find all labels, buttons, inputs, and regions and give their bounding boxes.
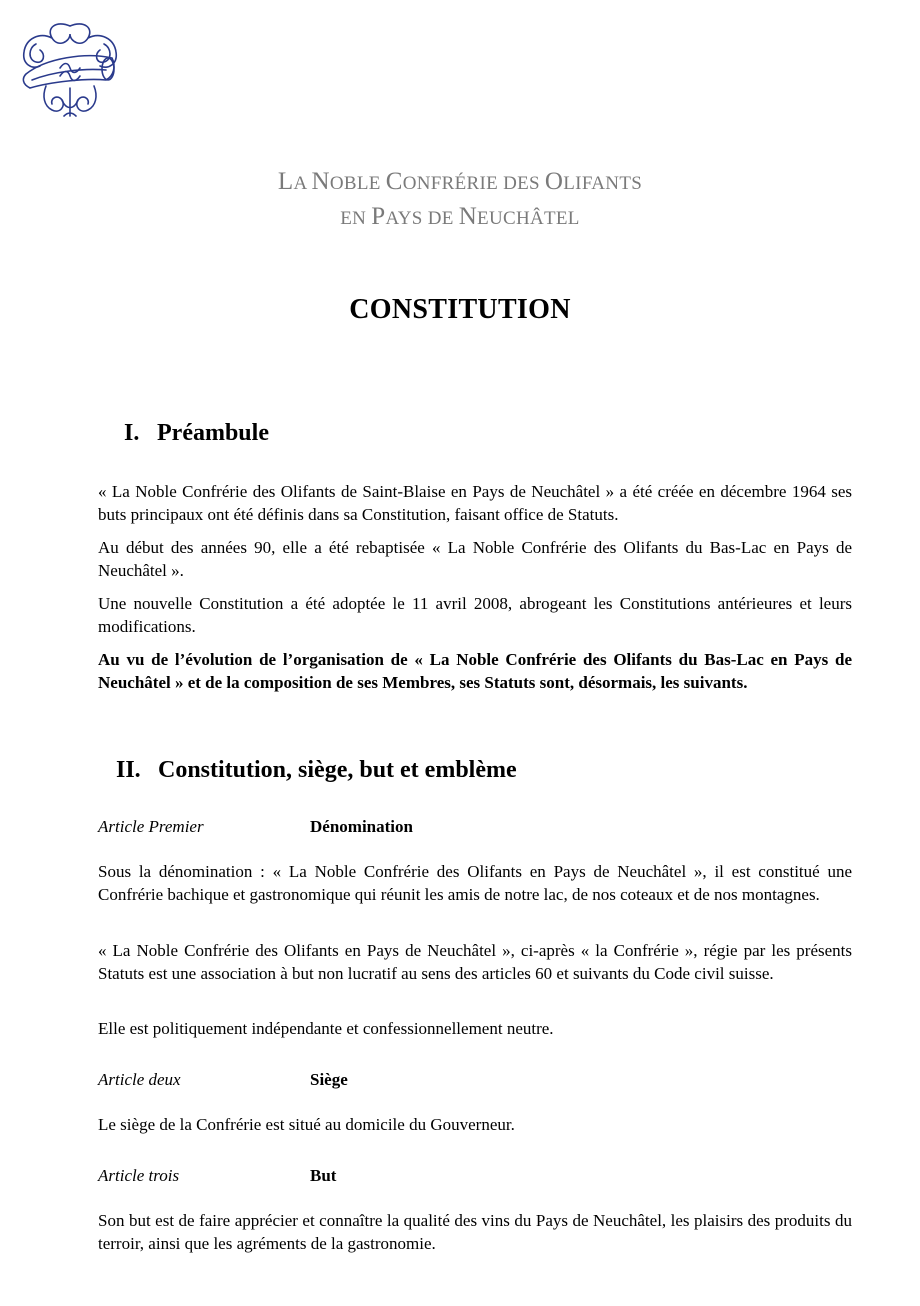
- article-title: Siège: [310, 1070, 348, 1089]
- preambule-paragraph: Une nouvelle Constitution a été adoptée le 11 avril 2008, abrogeant les Constitutions antérieures et leurs modifications.: [98, 594, 852, 636]
- article-label: Article Premier: [98, 817, 204, 836]
- org-word: LA: [277, 168, 312, 195]
- article-title: Dénomination: [310, 817, 413, 836]
- section-number: I.: [124, 420, 140, 446]
- olifant-horn-emblem-icon: [16, 18, 124, 120]
- section-title: Préambule: [157, 420, 269, 446]
- section-heading-constitution: [116, 757, 517, 784]
- article-paragraph: Son but est de faire apprécier et connaître la qualité des vins du Pays de Neuchâtel, les plaisirs des produits du terroir, ainsi que les agréments de la gastronomie.: [98, 1211, 852, 1253]
- article-heading-deux: [98, 1070, 348, 1090]
- org-word: NOBLE: [311, 168, 386, 195]
- article-heading-trois: [98, 1166, 336, 1186]
- article-paragraph: Sous la dénomination : « La Noble Confrérie des Olifants en Pays de Neuchâtel », il est constitué une Confrérie bachique et gastronomique qui réunit les amis de notre lac, de nos coteaux et de nos montagnes.: [98, 862, 852, 904]
- article-paragraph: Le siège de la Confrérie est situé au domicile du Gouverneur.: [98, 1115, 515, 1134]
- section-title: Constitution, siège, but et emblème: [158, 757, 517, 783]
- article-heading-premier: [98, 817, 413, 837]
- org-word: NEUCHÂTEL: [458, 203, 580, 230]
- article-paragraph: Elle est politiquement indépendante et confessionnellement neutre.: [98, 1019, 554, 1038]
- preambule-paragraph: Au début des années 90, elle a été rebaptisée « La Noble Confrérie des Olifants du Bas-Lac en Pays de Neuchâtel ».: [98, 538, 852, 580]
- preambule-paragraph-bold: Au vu de l’évolution de l’organisation de « La Noble Confrérie des Olifants du Bas-Lac en Pays de Neuchâtel » et de la composition de ses Membres, ses Statuts sont, désormais, les suivants.: [98, 650, 852, 692]
- org-word: CONFRÉRIE DES: [385, 168, 545, 195]
- preambule-paragraph: « La Noble Confrérie des Olifants de Saint-Blaise en Pays de Neuchâtel » a été créée en décembre 1964 ses buts principaux ont été définis dans sa Constitution, faisant office de Statuts.: [98, 482, 852, 524]
- org-word: OLIFANTS: [544, 168, 643, 195]
- article-title: But: [310, 1166, 337, 1185]
- section-number: II.: [116, 757, 141, 783]
- section-heading-preambule: [124, 420, 269, 447]
- org-word: EN: [340, 208, 372, 229]
- article-label: Article deux: [98, 1070, 181, 1089]
- article-paragraph: « La Noble Confrérie des Olifants en Pays de Neuchâtel », ci-après « la Confrérie », régie par les présents Statuts est une association à but non lucratif au sens des articles 60 et suivants du Code civil suisse.: [98, 941, 852, 983]
- organization-name-line2: [0, 203, 920, 231]
- article-label: Article trois: [98, 1166, 180, 1185]
- org-word: PAYS DE: [371, 203, 459, 230]
- document-title: CONSTITUTION: [349, 294, 571, 325]
- organization-name-line1: [0, 168, 920, 196]
